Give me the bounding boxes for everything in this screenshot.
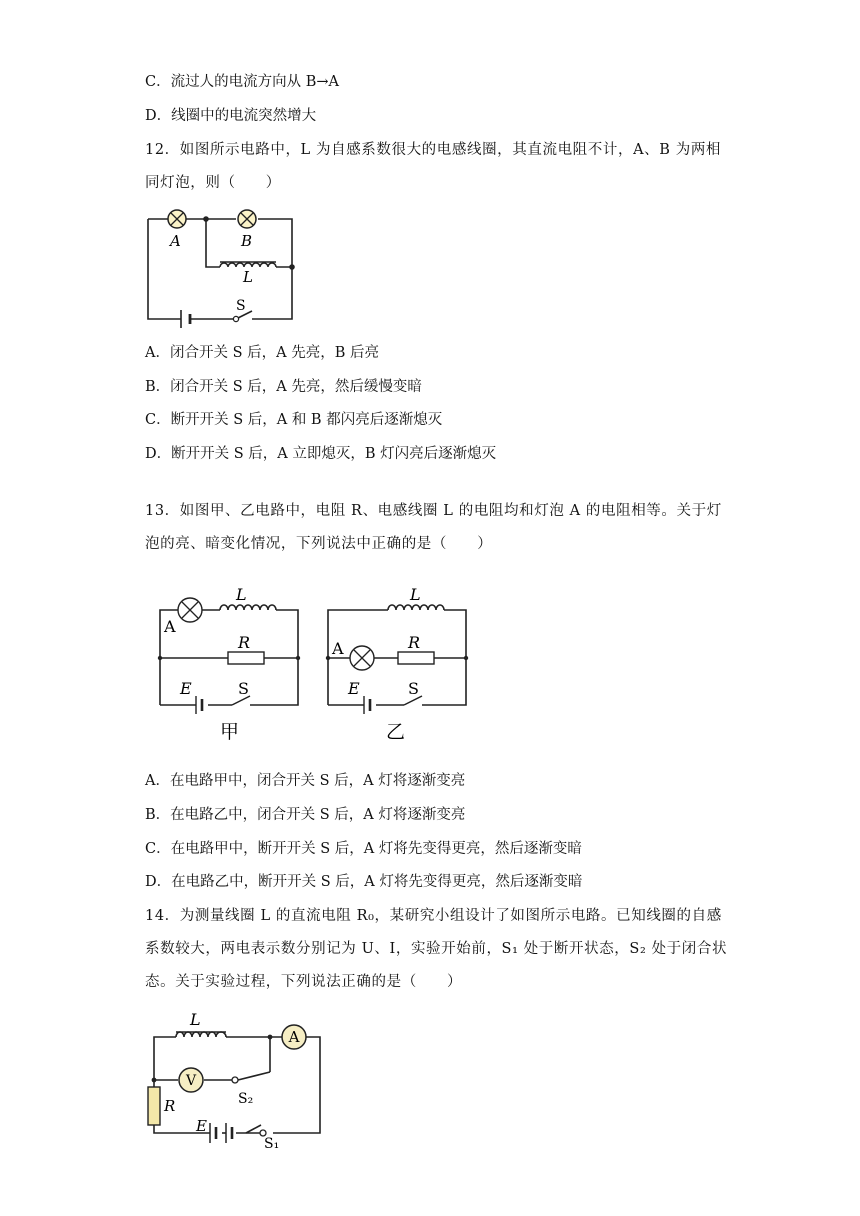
q12-stem-line1: 12．如图所示电路中，L 为自感系数很大的电感线圈，其直流电阻不计，A、B 为两相 xyxy=(145,142,722,158)
resistor-icon xyxy=(148,1087,160,1125)
label-a: A xyxy=(332,639,344,658)
q14-stem-line2: 系数较大，两电表示数分别记为 U、I，实验开始前，S₁ 处于断开状态，S₂ 处于闭合状 xyxy=(145,941,728,957)
label-e: E xyxy=(180,679,192,698)
q13-stem xyxy=(145,495,722,561)
q12-stem xyxy=(145,134,722,200)
q13-circuit-jia xyxy=(150,580,310,745)
junction-dot xyxy=(203,216,209,222)
q14-circuit-figure xyxy=(140,1005,340,1155)
q13-option-c: C．在电路甲中，断开开关 S 后，A 灯将先变得更亮，然后逐渐变暗 xyxy=(145,841,582,857)
junction-dot xyxy=(296,656,300,660)
q14-stem-line3: 态。关于实验过程，下列说法正确的是（ ） xyxy=(145,974,463,990)
label-b: B xyxy=(241,232,253,250)
label-s2: S₂ xyxy=(238,1091,254,1107)
q12-option-d: D．断开开关 S 后，A 立即熄灭，B 灯闪亮后逐渐熄灭 xyxy=(145,446,497,462)
inductor-icon xyxy=(220,605,276,610)
label-s: S xyxy=(408,679,419,698)
label-r: R xyxy=(164,1097,176,1115)
junction-dot xyxy=(158,656,162,660)
q13-option-a: A．在电路甲中，闭合开关 S 后，A 灯将逐渐变亮 xyxy=(145,773,466,789)
label-r: R xyxy=(238,633,251,652)
q11-option-c: C．流过人的电流方向从 B→A xyxy=(145,74,339,90)
label-l: L xyxy=(243,268,253,286)
inductor-icon xyxy=(220,262,276,267)
q13-option-d: D．在电路乙中，断开开关 S 后，A 灯将先变得更亮，然后逐渐变暗 xyxy=(145,874,583,890)
label-a: A xyxy=(164,617,176,636)
voltmeter-icon xyxy=(179,1068,203,1092)
label-a: A xyxy=(170,232,181,250)
voltmeter-label: V xyxy=(185,1073,197,1089)
inductor-icon xyxy=(388,605,444,610)
battery-icon xyxy=(364,696,370,714)
battery-icon xyxy=(210,1123,232,1143)
resistor-icon xyxy=(228,652,264,664)
lamp-b-icon xyxy=(238,210,256,228)
ammeter-icon xyxy=(282,1025,306,1049)
q13-stem-line2: 泡的亮、暗变化情况，下列说法中正确的是（ ） xyxy=(145,536,493,552)
label-s1: S₁ xyxy=(264,1136,280,1152)
ammeter-label: A xyxy=(288,1028,300,1046)
label-e: E xyxy=(196,1117,207,1135)
q14-stem xyxy=(145,900,728,999)
lamp-icon xyxy=(350,646,374,670)
label-s: S xyxy=(238,679,249,698)
label-s: S xyxy=(236,298,246,314)
inductor-icon xyxy=(176,1032,226,1037)
junction-dot xyxy=(464,656,468,660)
junction-dot xyxy=(326,656,330,660)
lamp-a-icon xyxy=(168,210,186,228)
label-l: L xyxy=(190,1010,201,1029)
figure-caption-jia: 甲 xyxy=(220,721,240,743)
q11-option-d: D．线圈中的电流突然增大 xyxy=(145,108,317,124)
label-r: R xyxy=(408,633,421,652)
switch-s1-icon xyxy=(246,1125,266,1136)
resistor-icon xyxy=(398,652,434,664)
q12-option-c: C．断开开关 S 后，A 和 B 都闪亮后逐渐熄灭 xyxy=(145,412,443,428)
switch-s2-icon xyxy=(232,1072,270,1083)
figure-caption-yi: 乙 xyxy=(386,721,406,743)
battery-icon xyxy=(181,310,190,328)
junction-dot xyxy=(268,1035,273,1040)
q13-stem-line1: 13．如图甲、乙电路中，电阻 R、电感线圈 L 的电阻均和灯泡 A 的电阻相等。关于灯 xyxy=(145,503,722,519)
q12-option-b: B．闭合开关 S 后，A 先亮，然后缓慢变暗 xyxy=(145,379,422,395)
q14-stem-line1: 14．为测量线圈 L 的直流电阻 R₀，某研究小组设计了如图所示电路。已知线圈的自感 xyxy=(145,908,722,924)
lamp-icon xyxy=(178,598,202,622)
junction-dot xyxy=(152,1078,157,1083)
battery-icon xyxy=(196,696,202,714)
label-l: L xyxy=(410,585,421,604)
q12-option-a: A．闭合开关 S 后，A 先亮，B 后亮 xyxy=(145,345,379,361)
junction-dot xyxy=(289,264,295,270)
label-l: L xyxy=(236,585,247,604)
label-e: E xyxy=(348,679,360,698)
q13-option-b: B．在电路乙中，闭合开关 S 后，A 灯将逐渐变亮 xyxy=(145,807,466,823)
q12-stem-line2: 同灯泡，则（ ） xyxy=(145,175,281,191)
q12-circuit-figure xyxy=(140,200,310,330)
q13-circuit-yi xyxy=(318,580,478,745)
